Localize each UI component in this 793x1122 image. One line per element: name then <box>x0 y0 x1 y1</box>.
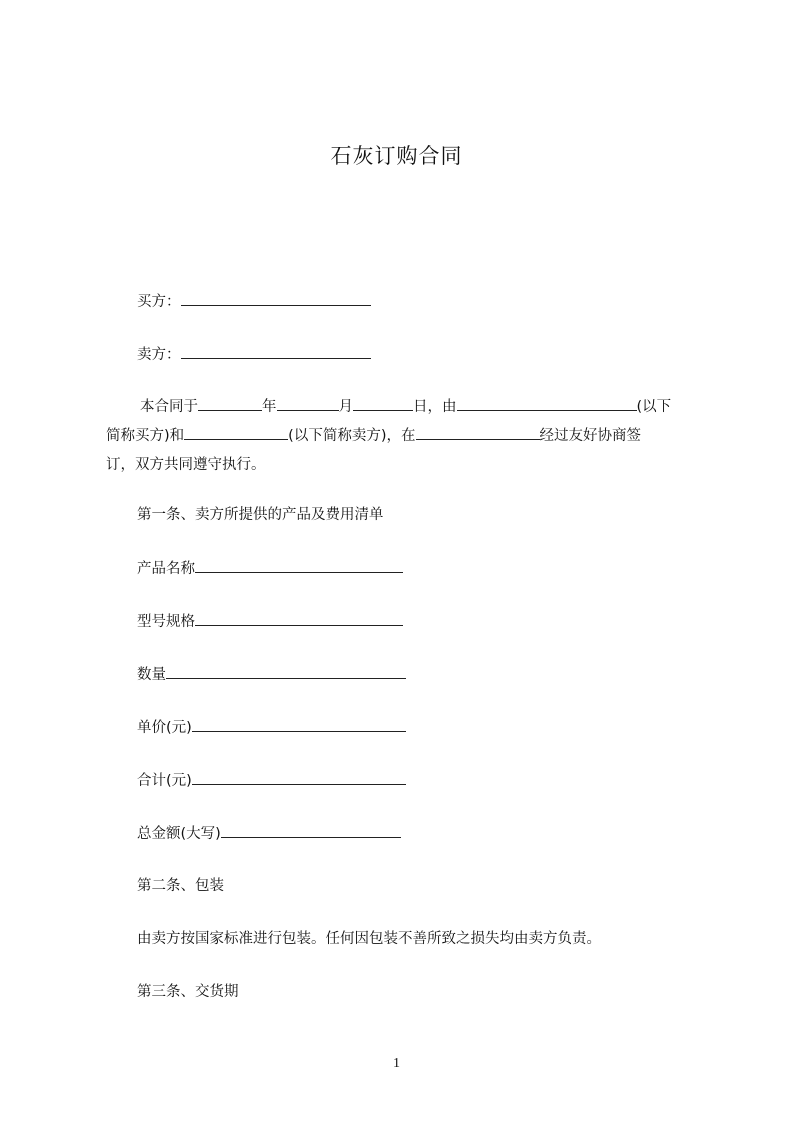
buyer-label: 买方： <box>137 294 181 310</box>
page-title: 石灰订购合同 <box>330 144 463 168</box>
model-spec-row <box>137 611 403 632</box>
product-name-label: 产品名称 <box>137 561 195 577</box>
seller-label: 卖方： <box>137 347 181 363</box>
seller-name-blank[interactable] <box>184 425 288 440</box>
total-upper-label: 总金额(大写) <box>137 826 221 842</box>
seller-line <box>137 344 371 365</box>
intro-line2-a: 简称买方)和 <box>106 428 185 444</box>
unit-price-blank[interactable] <box>192 717 406 732</box>
day-blank[interactable] <box>353 396 413 411</box>
intro-line2-b: (以下简称卖方)，在 <box>288 428 416 444</box>
month-blank[interactable] <box>277 396 339 411</box>
intro-line-2 <box>106 422 702 451</box>
unit-price-row <box>137 717 406 738</box>
buyer-line <box>137 291 371 312</box>
product-name-row <box>137 558 403 579</box>
year-text: 年 <box>262 399 277 415</box>
intro-line-1 <box>106 393 702 422</box>
subtotal-blank[interactable] <box>192 770 406 785</box>
intro-line2-c: 经过友好协商签 <box>539 428 641 444</box>
day-text: 日，由 <box>413 399 457 415</box>
total-upper-row <box>137 823 401 844</box>
article-3-heading: 第三条、交货期 <box>137 984 239 1000</box>
model-spec-blank[interactable] <box>195 611 403 626</box>
subtotal-label: 合计(元) <box>137 773 192 789</box>
quantity-blank[interactable] <box>166 664 406 679</box>
quantity-label: 数量 <box>137 667 166 683</box>
buyer-blank[interactable] <box>181 291 371 306</box>
location-blank[interactable] <box>416 425 540 440</box>
month-text: 月 <box>338 399 353 415</box>
product-name-blank[interactable] <box>195 558 403 573</box>
quantity-row <box>137 664 406 685</box>
intro-paragraph <box>106 393 702 480</box>
seller-blank[interactable] <box>181 344 371 359</box>
page-number: 1 <box>393 1056 400 1071</box>
article-1-heading: 第一条、卖方所提供的产品及费用清单 <box>137 507 384 523</box>
model-spec-label: 型号规格 <box>137 614 195 630</box>
after-buyer-text: (以下 <box>636 399 672 415</box>
subtotal-row <box>137 770 406 791</box>
unit-price-label: 单价(元) <box>137 720 192 736</box>
year-blank[interactable] <box>198 396 262 411</box>
article-2-heading: 第二条、包装 <box>137 878 224 894</box>
article-2-body: 由卖方按国家标准进行包装。任何因包装不善所致之损失均由卖方负责。 <box>137 931 601 947</box>
intro-line3: 订，双方共同遵守执行。 <box>106 457 266 473</box>
intro-line-3 <box>106 451 702 480</box>
total-upper-blank[interactable] <box>221 823 401 838</box>
buyer-name-blank[interactable] <box>457 396 637 411</box>
intro-text-start: 本合同于 <box>140 399 198 415</box>
